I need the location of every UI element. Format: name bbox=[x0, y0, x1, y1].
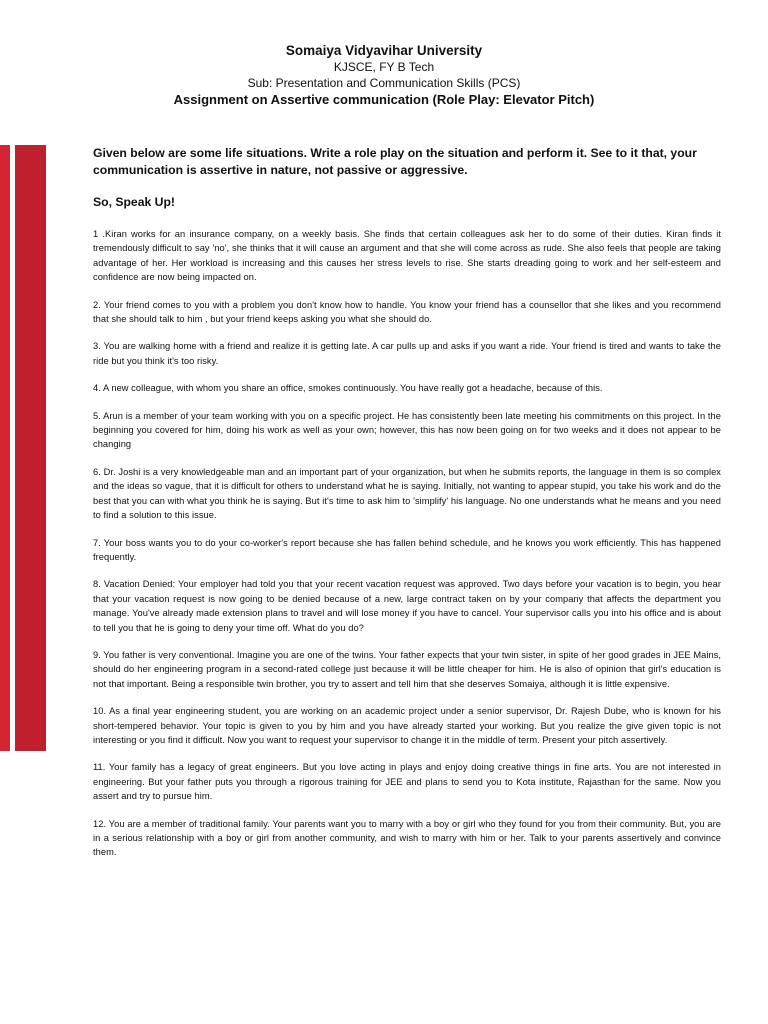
decorative-side-bar-thick bbox=[15, 145, 46, 751]
university-title: Somaiya Vidyavihar University bbox=[285, 43, 483, 58]
program-line: KJSCE, FY B Tech bbox=[333, 60, 435, 74]
speak-up-heading: So, Speak Up! bbox=[93, 195, 175, 209]
situation-item: 4. A new colleague, with whom you share an office, smokes continuously. You have really got a headache, because of this. bbox=[93, 383, 603, 394]
situation-item: 9. You father is very conventional. Imagine you are one of the twins. Your father expects that your twin sister, in spite of her good grades in JEE Mains, should do her engineering program in a second-rated college just because it will be little cheaper for him. He is also of opinion that girl's education is not that important. Being a responsible twin brother, you try to assert and tell him that she deserves Somaiya, although it is little expensive. bbox=[93, 649, 721, 689]
situation-item: 11. Your family has a legacy of great engineers. But you love acting in plays and enjoy doing creative things in fine arts. You are not interested in engineering. But your father puts you through a rigorous training for JEE and plans to send you to Kota institute, Rajasthan for the same. Now you assert and try to pursue him. bbox=[93, 762, 721, 802]
decorative-side-bar-thin bbox=[0, 145, 10, 751]
situation-item: 3. You are walking home with a friend and realize it is getting late. A car pulls up and asks if you want a ride. Your friend is tired and wants to take the ride but you think it's too risky. bbox=[93, 341, 721, 366]
subject-line: Sub: Presentation and Communication Skills (PCS) bbox=[247, 76, 521, 90]
situation-item: 12. You are a member of traditional family. Your parents want you to marry with a boy or girl who they found for you from their community. But, you are in a serious relationship with a boy or girl from another community, and wish to marry with him or her. Talk to your parents assertively and convince them. bbox=[93, 818, 721, 858]
document-body bbox=[93, 145, 721, 873]
situation-item: 8. Vacation Denied: Your employer had told you that your recent vacation request was approved. Two days before your vacation is to begin, you hear that your vacation request is now going to be denied because of a new, large contract taken on by your company that affects the department you manage. You've already made extension plans to travel and will lose money if you have to cancel. Your supervisor calls you into his office and is about to tell you that he is going to deny your time off. What do you do? bbox=[93, 579, 721, 633]
situation-item: 2. Your friend comes to you with a problem you don't know how to handle. You know your friend has a counsellor that she likes and you recommend that she should talk to him , but your friend keeps asking you what she should do. bbox=[93, 299, 721, 325]
assignment-title: Assignment on Assertive communication (Role Play: Elevator Pitch) bbox=[173, 92, 595, 107]
situation-item: 1 .Kiran works for an insurance company, on a weekly basis. She finds that certain colleagues ask her to do some of their duties. Kiran finds it tremendously difficult to say 'no', she thinks that it will cause an argument and that she will come across as rude. She also feels that people are taking advantage of her. Her workload is increasing and this causes her stress levels to rise. She starts dreading going to work and her self-esteem and confidence are now being impacted on. bbox=[93, 229, 721, 283]
situation-item: 7. Your boss wants you to do your co-worker's report because she has fallen behind schedule, and he knows you work efficiently. This has happened frequently. bbox=[93, 537, 721, 562]
situation-item: 5. Arun is a member of your team working with you on a specific project. He has consistently been late meeting his commitments on this project. In the beginning you covered for him, doing his work as well as your own; however, this has now been going on for two weeks and it does not appear to be changing bbox=[93, 410, 721, 450]
instructions-paragraph: Given below are some life situations. Write a role play on the situation and perform it. See to it that, your communication is assertive in nature, not passive or aggressive. bbox=[93, 146, 697, 177]
situation-item: 6. Dr. Joshi is a very knowledgeable man and an important part of your organization, but when he submits reports, the language in them is so complex and the ideas so vague, that it is difficult for others to understand what he is saying. Initially, not wanting to appear stupid, you take his work and do the best that you can with what you think he is saying. But it's time to ask him to 'simplify' his language. No one understands what he means and you need to find a solution to this issue. bbox=[93, 466, 721, 521]
document-header bbox=[0, 42, 768, 108]
situation-item: 10. As a final year engineering student, you are working on an academic project under a senior supervisor, Dr. Rajesh Dube, who is known for his short-tempered behavior. Your topic is given to you by him and you have already started your working. But you realize the give given topic is not interesting or you find it difficult. Now you want to request your supervisor to change it in the middle of term. Present your pitch assertively. bbox=[93, 706, 721, 745]
